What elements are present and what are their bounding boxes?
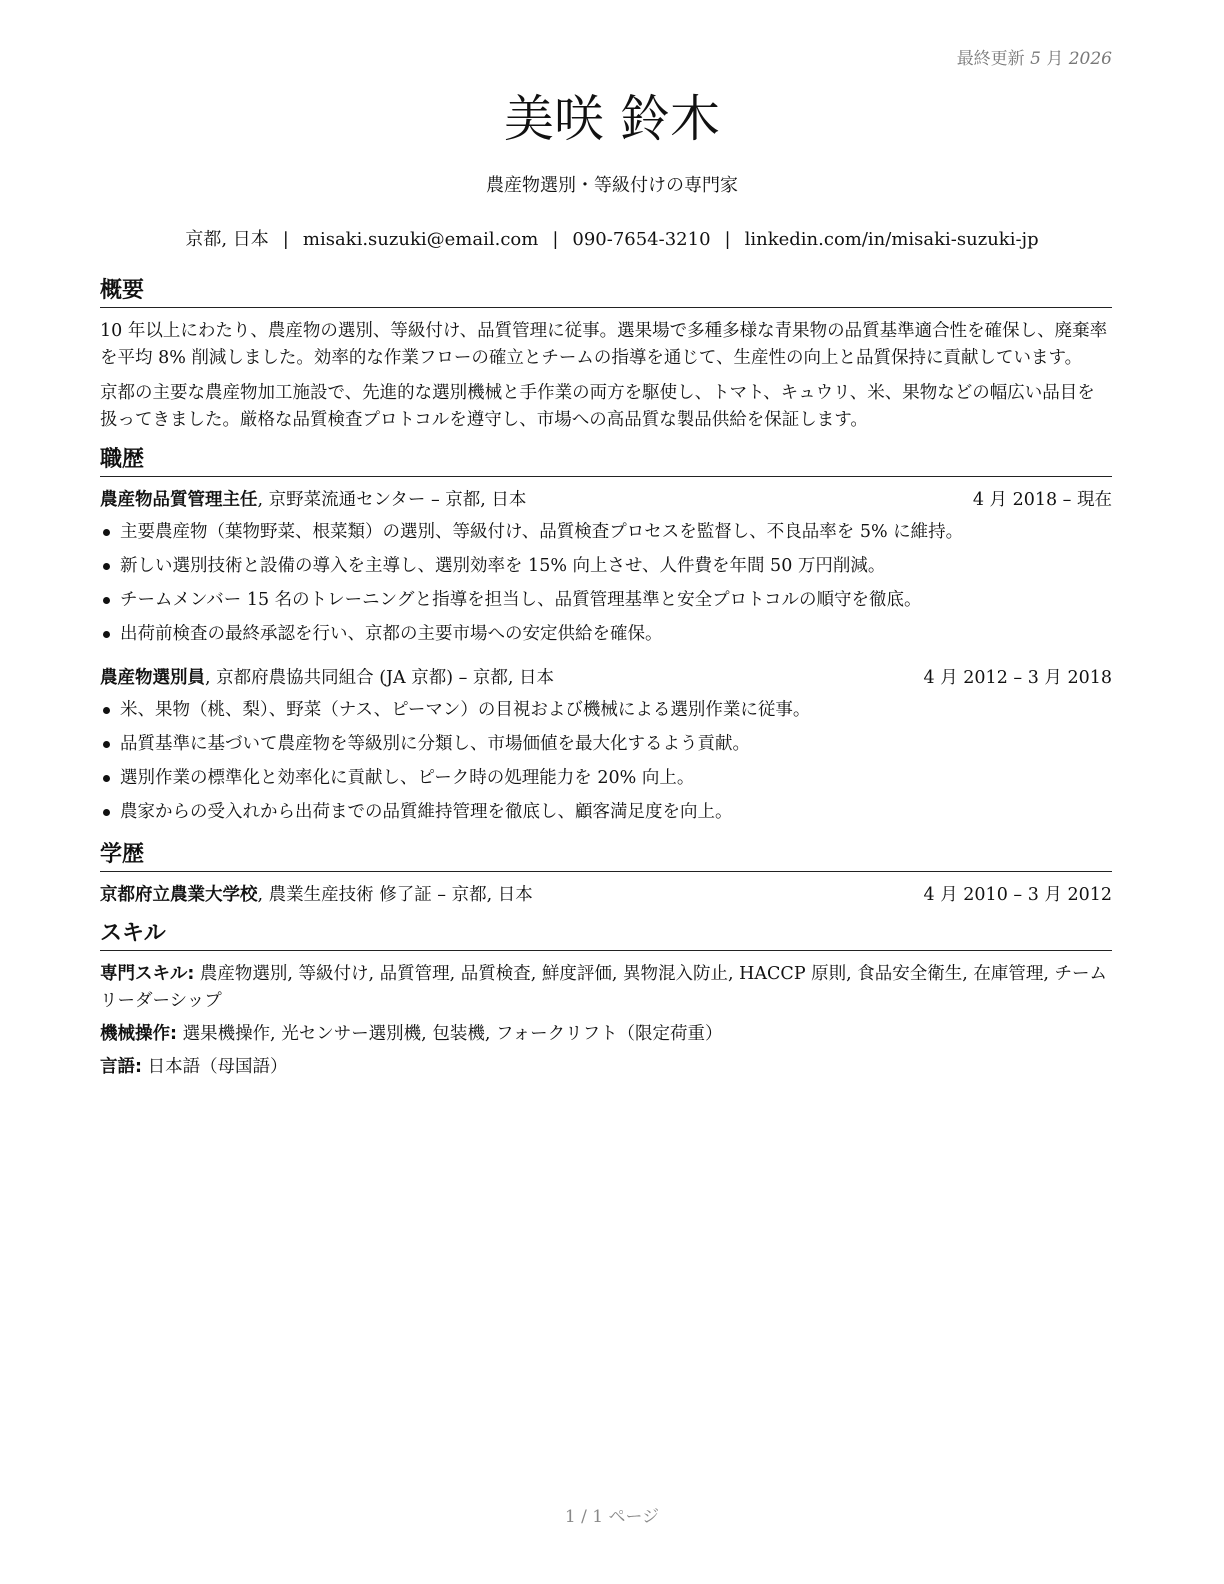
education-entry [100, 882, 1112, 908]
last-updated-month-unit: 月 [1046, 49, 1064, 69]
job-bullets [100, 693, 1112, 829]
contact-linkedin[interactable]: linkedin.com/in/misaki-suzuki-jp [744, 229, 1039, 250]
job-bullet: 農家からの受入れから出荷までの品質維持管理を徹底し、顧客満足度を向上。 [100, 795, 1112, 829]
skill-value: 日本語（母国語） [142, 1057, 288, 1077]
summary-title: 概要 [100, 277, 1112, 308]
contact-separator: | [282, 229, 289, 250]
skill-label: 言語: [100, 1057, 142, 1077]
experience-title: 職歴 [100, 446, 1112, 477]
job-bullet: 品質基準に基づいて農産物を等級別に分類し、市場価値を最大化するよう貢献。 [100, 727, 1112, 761]
job-header [100, 487, 1112, 513]
page-footer: 1 / 1 ページ [564, 1507, 660, 1527]
contact-phone[interactable]: 090-7654-3210 [572, 229, 711, 250]
last-updated-month: 5 [1030, 49, 1041, 69]
job-bullet: チームメンバー 15 名のトレーニングと指導を担当し、品質管理基準と安全プロトコルの順守を徹底。 [100, 583, 1112, 617]
contact-separator: | [724, 229, 731, 250]
education-section [100, 841, 1112, 908]
person-name: 美咲 鈴木 [504, 90, 720, 148]
education-title: 学歴 [100, 841, 1112, 872]
skill-label: 機械操作: [100, 1024, 177, 1044]
job-bullet: 選別作業の標準化と効率化に貢献し、ピーク時の処理能力を 20% 向上。 [100, 761, 1112, 795]
contact-separator: | [552, 229, 559, 250]
last-updated-year: 2026 [1068, 49, 1112, 69]
job-dates: 4 月 2012 – 3 月 2018 [923, 668, 1112, 688]
job-bullet: 主要農産物（葉物野菜、根菜類）の選別、等級付け、品質検査プロセスを監督し、不良品率を 5% に維持。 [100, 515, 1112, 549]
skill-value: 選果機操作, 光センサー選別機, 包装機, フォークリフト（限定荷重） [177, 1024, 723, 1044]
resume-content [100, 277, 1112, 1093]
headline: 農産物選別・等級付けの専門家 [486, 175, 738, 196]
summary-paragraph: 京都の主要な農産物加工施設で、先進的な選別機械と手作業の両方を駆使し、トマト、キュウリ、米、果物などの幅広い品目を扱ってきました。厳格な品質検査プロトコルを遵守し、市場への高品質な製品供給を保証します。 [100, 383, 1095, 430]
contact-line [0, 225, 1224, 251]
skill-row [100, 1054, 1112, 1081]
job-role: 農産物選別員 [100, 668, 205, 688]
job-org: , 京野菜流通センター – 京都, 日本 [257, 490, 527, 510]
contact-location: 京都, 日本 [185, 229, 269, 250]
job-org: , 京都府農協共同組合 (JA 京都) – 京都, 日本 [205, 668, 555, 688]
skill-value: 農産物選別, 等級付け, 品質管理, 品質検査, 鮮度評価, 異物混入防止, HACCP 原則, 食品安全衛生, 在庫管理, チームリーダーシップ [100, 964, 1108, 1011]
skill-label: 専門スキル: [100, 964, 195, 984]
job-header [100, 665, 1112, 691]
job-dates: 4 月 2018 – 現在 [972, 490, 1112, 510]
education-dates: 4 月 2010 – 3 月 2012 [923, 885, 1112, 905]
summary-paragraph: 10 年以上にわたり、農産物の選別、等級付け、品質管理に従事。選果場で多種多様な青果物の品質基準適合性を確保し、廃棄率を平均 8% 削減しました。効率的な作業フローの確立とチームの指導を通じて、生産性の向上と品質保持に貢献しています。 [100, 321, 1108, 368]
job-bullet: 出荷前検査の最終承認を行い、京都の主要市場への安定供給を確保。 [100, 617, 1112, 651]
skill-row [100, 1021, 1112, 1048]
experience-section [100, 446, 1112, 829]
job-bullet: 新しい選別技術と設備の導入を主導し、選別効率を 15% 向上させ、人件費を年間 50 万円削減。 [100, 549, 1112, 583]
education-school: 京都府立農業大学校 [100, 885, 258, 905]
job-role: 農産物品質管理主任 [100, 490, 258, 510]
job-entry [100, 665, 1112, 829]
skills-title: スキル [100, 920, 1112, 951]
job-entry [100, 487, 1112, 651]
job-bullet: 米、果物（桃、梨）、野菜（ナス、ピーマン）の目視および機械による選別作業に従事。 [100, 693, 1112, 727]
skill-row [100, 961, 1112, 1015]
education-detail: , 農業生産技術 修了証 – 京都, 日本 [257, 885, 533, 905]
summary-section [100, 277, 1112, 434]
skills-section [100, 920, 1112, 1081]
job-bullets [100, 515, 1112, 651]
last-updated [957, 44, 1112, 69]
contact-email[interactable]: misaki.suzuki@email.com [302, 229, 539, 250]
last-updated-label: 最終更新 [956, 49, 1025, 69]
